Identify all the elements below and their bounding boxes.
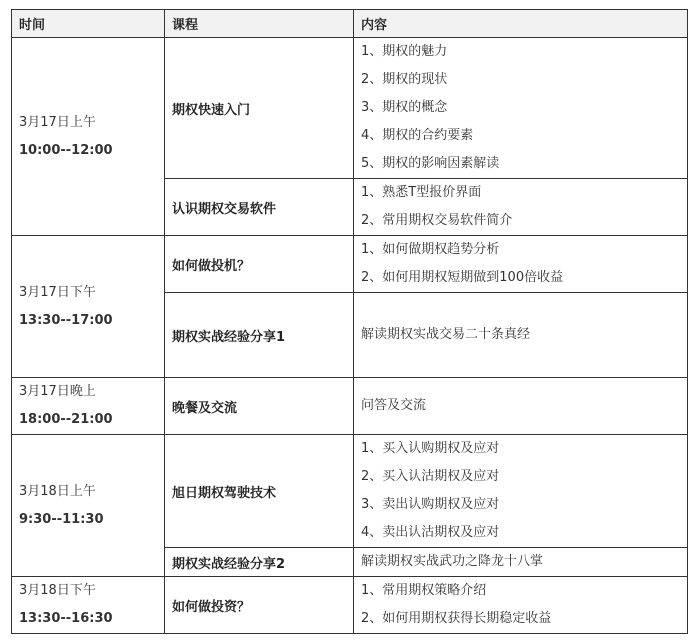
session-date: 3月18日下午 [19, 583, 96, 598]
session-date: 3月18日上午 [19, 483, 96, 499]
content-item: 4、期权的合约要素 [361, 128, 474, 143]
content-item: 4、卖出认沽期权及应对 [361, 525, 500, 540]
content-item: 1、常用期权策略介绍 [361, 583, 487, 598]
header-content: 内容 [354, 10, 688, 38]
session-range: 18:00--21:00 [19, 412, 113, 427]
session-time-cell [12, 236, 165, 378]
course-name: 如何做投资？ [165, 577, 354, 634]
content-item: 问答及交流 [361, 398, 427, 413]
session-date: 3月17日下午 [19, 284, 96, 300]
session-time-cell [12, 378, 165, 435]
course-name: 旭日期权驾驶技术 [165, 435, 354, 548]
content-item: 2、期权的现状 [361, 72, 448, 87]
course-name: 如何做投机？ [165, 236, 354, 293]
content-item: 解读期权实战武功之降龙十八掌 [361, 554, 544, 569]
schedule-table [11, 9, 688, 634]
content-item: 1、买入认购期权及应对 [361, 441, 500, 456]
content-cell [354, 435, 688, 548]
session-time-cell [12, 435, 165, 577]
session-date: 3月17日上午 [19, 114, 96, 130]
course-name: 期权实战经验分享2 [165, 548, 354, 577]
content-item: 2、如何用期权短期做到100倍收益 [361, 270, 564, 285]
header-time: 时间 [12, 10, 165, 38]
content-item: 解读期权实战交易二十条真经 [361, 327, 531, 342]
header-course: 课程 [165, 10, 354, 38]
content-item: 2、如何用期权获得长期稳定收益 [361, 611, 552, 626]
header-row [12, 10, 688, 38]
session-range: 9:30--11:30 [19, 511, 104, 527]
table-row [12, 378, 688, 435]
content-cell [354, 236, 688, 293]
session-time-cell [12, 38, 165, 236]
table-row [12, 38, 688, 179]
course-name: 期权实战经验分享1 [165, 293, 354, 378]
table-row [12, 577, 688, 634]
content-item: 1、熟悉T型报价界面 [361, 185, 482, 200]
content-cell [354, 378, 688, 435]
content-item: 2、买入认沽期权及应对 [361, 469, 500, 484]
session-range: 13:30--16:30 [19, 611, 113, 626]
session-date: 3月17日晚上 [19, 384, 96, 399]
course-name: 认识期权交易软件 [165, 179, 354, 236]
content-item: 2、常用期权交易软件简介 [361, 213, 513, 228]
content-item: 5、期权的影响因素解读 [361, 156, 500, 171]
session-range: 13:30--17:00 [19, 312, 113, 328]
table-row [12, 236, 688, 293]
content-cell [354, 548, 688, 577]
content-item: 3、卖出认购期权及应对 [361, 497, 500, 512]
content-item: 3、期权的概念 [361, 100, 448, 115]
content-cell [354, 38, 688, 179]
content-cell [354, 179, 688, 236]
content-item: 1、期权的魅力 [361, 44, 448, 59]
table-row [12, 435, 688, 548]
session-time-cell [12, 577, 165, 634]
session-range: 10:00--12:00 [19, 142, 113, 158]
course-name: 期权快速入门 [165, 38, 354, 179]
course-name: 晚餐及交流 [165, 378, 354, 435]
content-cell [354, 577, 688, 634]
content-item: 1、如何做期权趋势分析 [361, 242, 500, 257]
content-cell [354, 293, 688, 378]
